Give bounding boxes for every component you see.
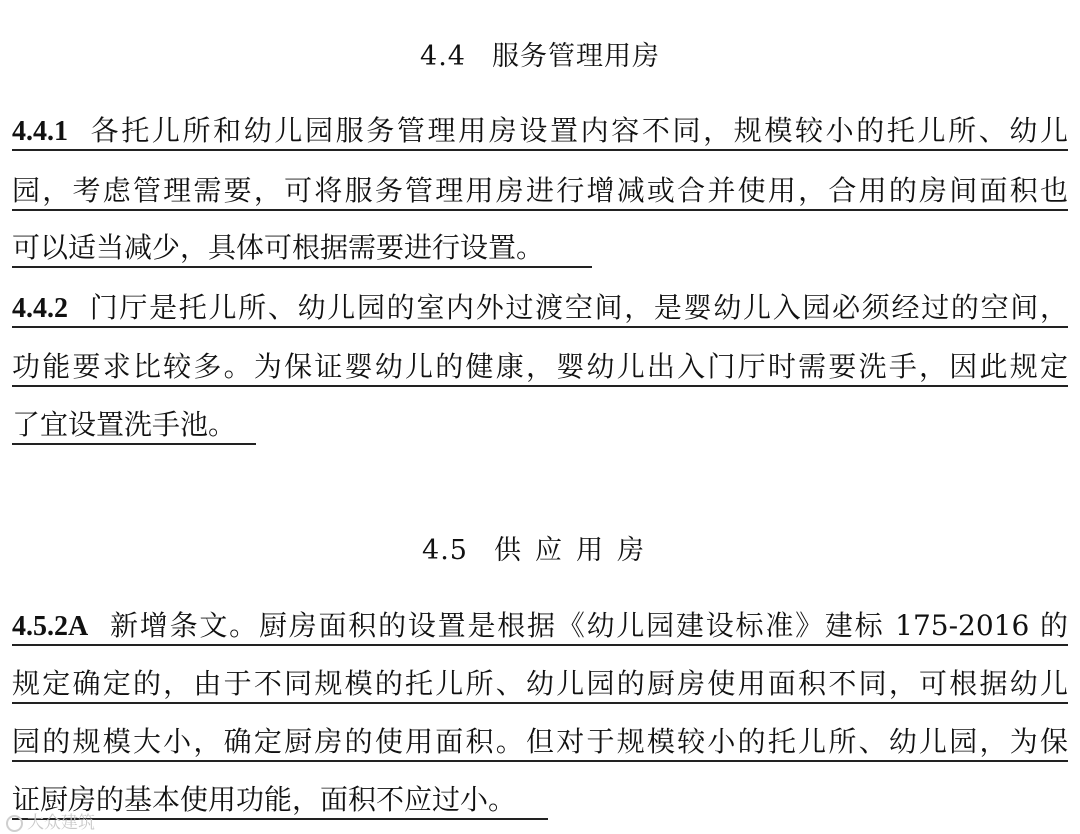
section-heading-4-4 xyxy=(0,34,1080,73)
watermark xyxy=(6,808,95,833)
clause-4-4-1-line-3 xyxy=(12,228,592,268)
clause-number: 4.4.2 xyxy=(12,293,68,324)
clause-text: 功能要求比较多。为保证婴幼儿的健康，婴幼儿出入门厅时需要洗手，因此规定 xyxy=(12,350,1068,383)
clause-text: 园，考虑管理需要，可将服务管理用房进行增减或合并使用，合用的房间面积也 xyxy=(12,174,1068,207)
clause-4-4-2-line-1 xyxy=(12,288,1068,328)
clause-4-4-1-line-1 xyxy=(12,111,1068,151)
section-number: 4.4 xyxy=(420,41,466,72)
clause-text: 规定确定的，由于不同规模的托儿所、幼儿园的厨房使用面积不同，可根据幼儿 xyxy=(12,667,1068,700)
section-heading-4-5 xyxy=(0,528,1080,567)
section-title: 供应用房 xyxy=(493,535,658,566)
clause-4-4-2-line-3 xyxy=(12,405,256,445)
section-number: 4.5 xyxy=(422,535,468,566)
clause-text: 可以适当减少，具体可根据需要进行设置。 xyxy=(12,231,545,264)
clause-text: 各托儿所和幼儿园服务管理用房设置内容不同，规模较小的托儿所、幼儿 xyxy=(88,114,1068,147)
clause-4-5-2a-line-1 xyxy=(12,606,1068,646)
clause-4-5-2a-line-2 xyxy=(12,664,1068,704)
clause-4-4-1-line-2 xyxy=(12,171,1068,211)
clause-text: 新增条文。厨房面积的设置是根据《幼儿园建设标准》建标 175-2016 的 xyxy=(108,609,1068,642)
clause-number: 4.5.2A xyxy=(12,611,89,642)
clause-4-5-2a-line-3 xyxy=(12,722,1068,762)
clause-text: 证厨房的基本使用功能，面积不应过小。 xyxy=(12,783,517,816)
clause-4-4-2-line-2 xyxy=(12,347,1068,387)
clause-number: 4.4.1 xyxy=(12,116,68,147)
section-title: 服务管理用房 xyxy=(491,41,660,72)
clause-text: 门厅是托儿所、幼儿园的室内外过渡空间，是婴幼儿入园必须经过的空间， xyxy=(88,291,1068,324)
clause-text: 了宜设置洗手池。 xyxy=(12,408,237,441)
watermark-logo-icon xyxy=(6,815,23,832)
watermark-text: 大众建筑 xyxy=(27,813,95,833)
clause-text: 园的规模大小，确定厨房的使用面积。但对于规模较小的托儿所、幼儿园，为保 xyxy=(12,725,1068,758)
